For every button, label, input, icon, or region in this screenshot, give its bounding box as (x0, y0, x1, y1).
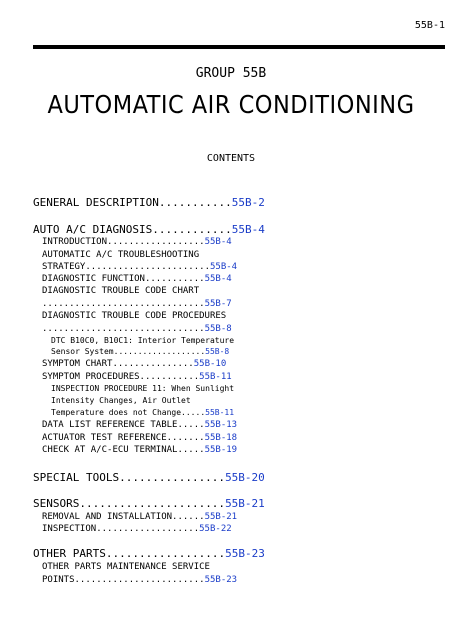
toc-entry-dtc-procedures: DIAGNOSTIC TROUBLE CODE PROCEDURES (42, 311, 227, 321)
toc-entry-diagnostic-function[interactable]: DIAGNOSTIC FUNCTION...........55B-4 (42, 274, 232, 284)
toc-entry-dtc-procedures-page[interactable]: ..............................55B-8 (42, 324, 232, 334)
toc-page-ref: 55B-4 (204, 237, 232, 247)
toc-page-ref: 55B-19 (204, 445, 238, 455)
toc-page-ref: 55B-22 (199, 524, 232, 534)
toc-page-ref: 55B-2 (231, 196, 265, 209)
toc-page-ref: 55B-7 (204, 299, 232, 309)
page-number: 55B-1 (414, 20, 445, 31)
toc-page-ref: 55B-11 (205, 408, 235, 417)
toc-entry-general-description[interactable]: GENERAL DESCRIPTION...........55B-2 (33, 196, 265, 209)
toc-page-ref: 55B-20 (225, 471, 265, 484)
toc-page-ref: 55B-21 (204, 512, 238, 522)
toc-entry-sensor-system[interactable]: Sensor System...................55B-8 (51, 347, 230, 356)
toc-page-ref: 55B-4 (204, 274, 232, 284)
toc-page-ref: 55B-11 (199, 372, 232, 382)
toc-entry-points[interactable]: POINTS........................55B-23 (42, 575, 238, 585)
toc-entry-symptom-procedures[interactable]: SYMPTOM PROCEDURES...........55B-11 (42, 372, 232, 382)
toc-entry-dtc-chart: DIAGNOSTIC TROUBLE CODE CHART (42, 286, 200, 296)
toc-page-ref: 55B-18 (204, 433, 238, 443)
toc-page-ref: 55B-8 (205, 347, 230, 356)
toc-entry-troubleshooting: AUTOMATIC A/C TROUBLESHOOTING (42, 250, 200, 260)
toc-page-ref: 55B-10 (193, 359, 227, 369)
toc-page-ref: 55B-8 (204, 324, 232, 334)
toc-entry-other-parts[interactable]: OTHER PARTS..................55B-23 (33, 547, 265, 560)
group-label: GROUP 55B (195, 66, 267, 81)
page-title: AUTOMATIC AIR CONDITIONING (47, 90, 415, 119)
toc-entry-temperature-no-change[interactable]: Temperature does not Change.....55B-11 (51, 408, 235, 417)
contents-heading: CONTENTS (206, 153, 256, 164)
toc-entry-auto-ac-diagnosis[interactable]: AUTO A/C DIAGNOSIS............55B-4 (33, 223, 265, 236)
toc-page-ref: 55B-23 (225, 547, 265, 560)
toc-entry-introduction[interactable]: INTRODUCTION..................55B-4 (42, 237, 232, 247)
toc-entry-dtc-b10c0: DTC B10C0, B10C1: Interior Temperature (51, 336, 235, 345)
toc-entry-dtc-chart-page[interactable]: ..............................55B-7 (42, 299, 232, 309)
toc-page-ref: 55B-4 (209, 262, 238, 272)
toc-entry-symptom-chart[interactable]: SYMPTOM CHART...............55B-10 (42, 359, 227, 369)
toc-entry-maintenance-service: OTHER PARTS MAINTENANCE SERVICE (42, 562, 210, 572)
toc-entry-intensity-changes: Intensity Changes, Air Outlet (51, 396, 191, 405)
toc-entry-actuator-test[interactable]: ACTUATOR TEST REFERENCE.......55B-18 (42, 433, 238, 443)
table-of-contents (33, 0, 265, 640)
toc-entry-inspection-11: INSPECTION PROCEDURE 11: When Sunlight (51, 384, 235, 393)
toc-entry-data-list[interactable]: DATA LIST REFERENCE TABLE.....55B-13 (42, 420, 238, 430)
toc-entry-check-ecu-terminal[interactable]: CHECK AT A/C-ECU TERMINAL.....55B-19 (42, 445, 238, 455)
toc-page-ref: 55B-13 (204, 420, 238, 430)
toc-page-ref: 55B-4 (231, 223, 265, 236)
toc-entry-sensors[interactable]: SENSORS......................55B-21 (33, 497, 265, 510)
toc-entry-special-tools[interactable]: SPECIAL TOOLS................55B-20 (33, 471, 265, 484)
toc-entry-strategy[interactable]: STRATEGY.......................55B-4 (42, 262, 238, 272)
toc-entry-inspection[interactable]: INSPECTION...................55B-22 (42, 524, 232, 534)
toc-page-ref: 55B-21 (225, 497, 265, 510)
toc-page-ref: 55B-23 (204, 575, 238, 585)
toc-entry-removal-installation[interactable]: REMOVAL AND INSTALLATION......55B-21 (42, 512, 238, 522)
